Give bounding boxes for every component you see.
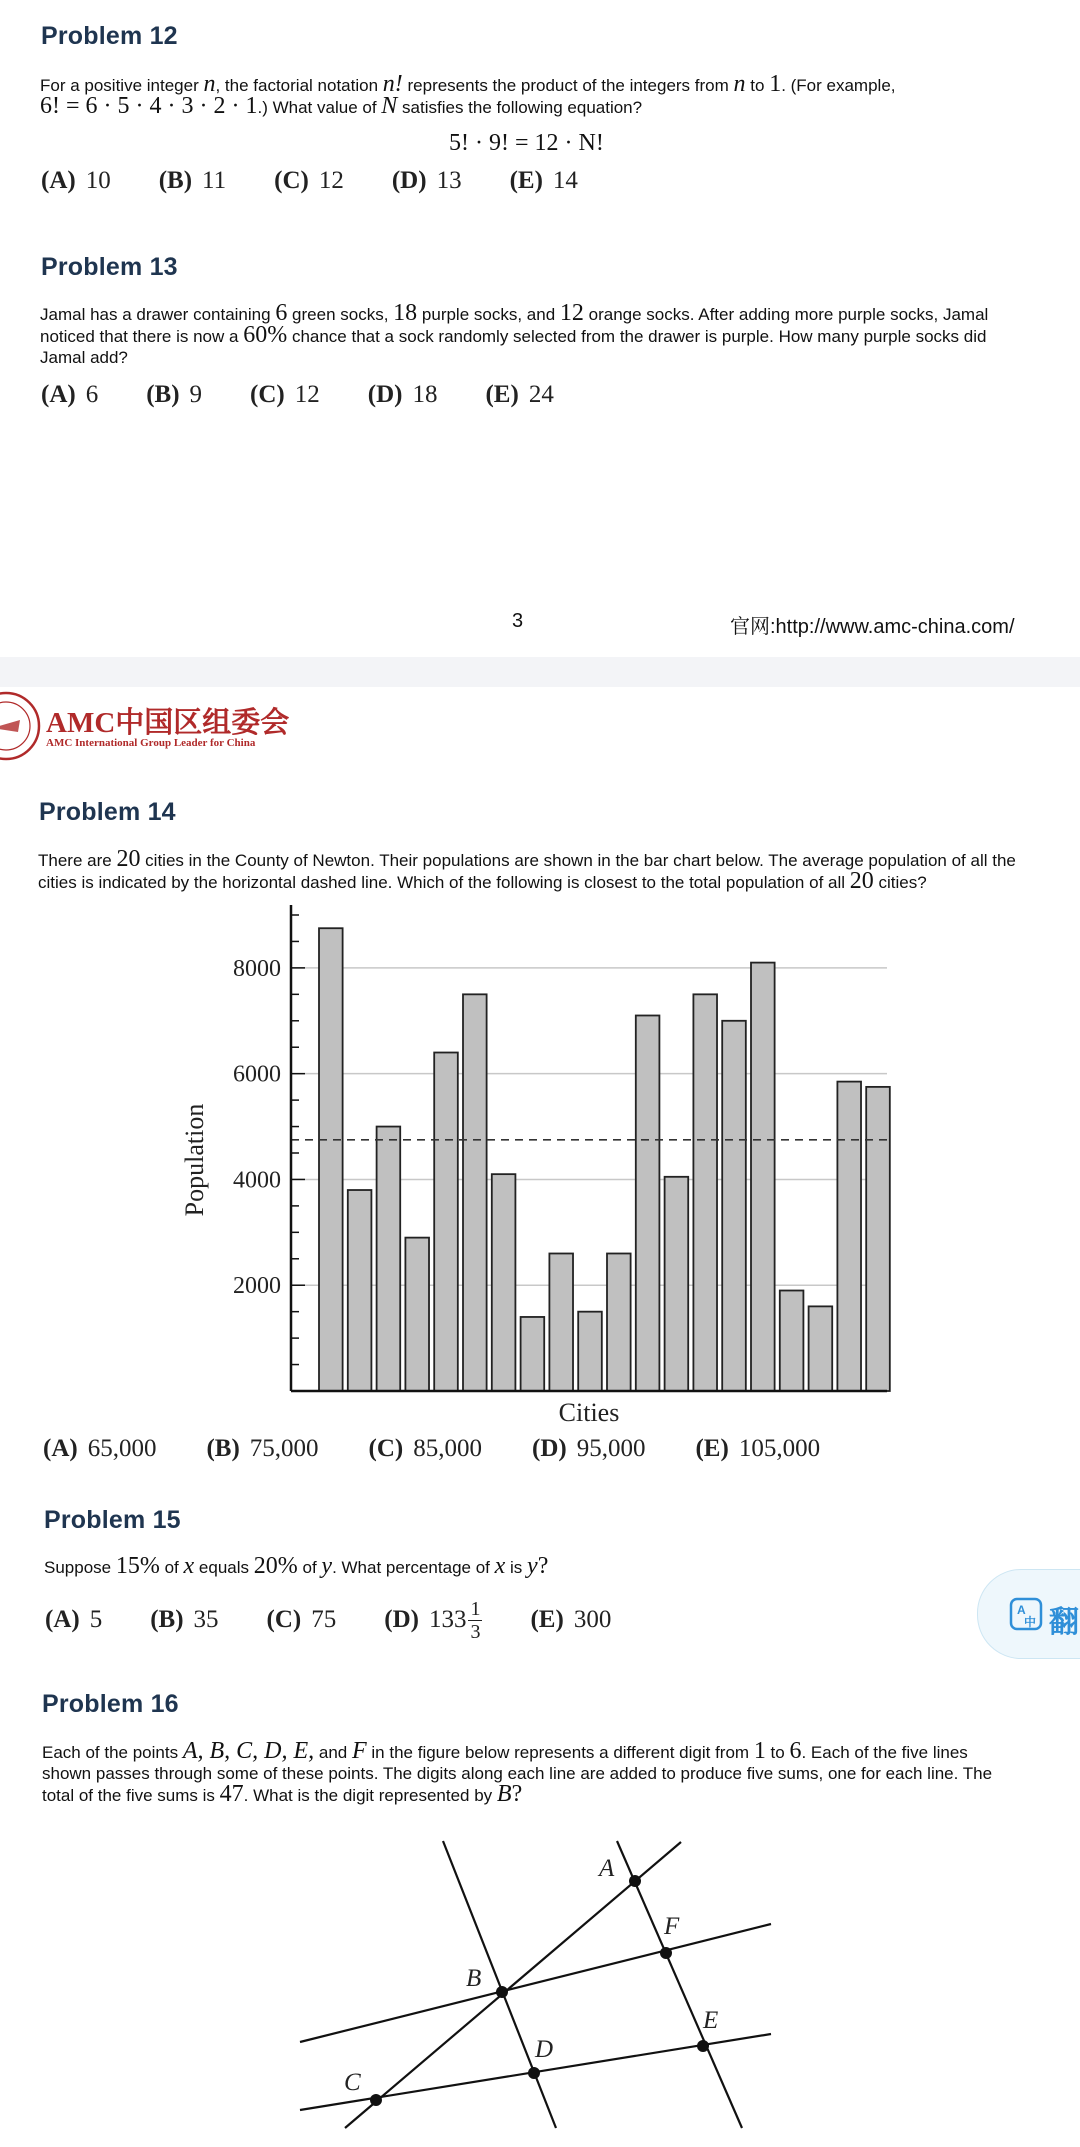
problem-15-text: Suppose 15% of x equals 20% of y. What percentage of x is y? <box>44 1553 549 1579</box>
point-a <box>629 1875 641 1887</box>
page-number: 3 <box>512 610 524 632</box>
x-axis-label: Cities <box>558 1398 620 1427</box>
choice-c[interactable]: (C) 12 <box>274 167 344 194</box>
bar-city-14 <box>693 994 717 1391</box>
bar-city-4 <box>405 1238 429 1391</box>
choice-a[interactable]: (A) 6 <box>41 381 99 408</box>
bar-city-7 <box>492 1174 516 1391</box>
problem-15-choices <box>45 1592 659 1648</box>
bar-city-1 <box>319 928 343 1391</box>
choice-c[interactable]: (C) 85,000 <box>368 1435 483 1462</box>
point-d <box>528 2067 540 2079</box>
bar-city-9 <box>549 1253 573 1391</box>
choice-a[interactable]: (A) 10 <box>41 167 111 194</box>
problem-13-text: Jamal has a drawer containing 6 green socks, 18 purple socks, and 12 orange socks. After adding more purple socks, Jamal noticed that there is now a 60% chance that a sock randomly selected from the drawer is purple. How many purple socks did Jamal add? <box>40 300 989 367</box>
problem-14-choices <box>43 1435 868 1463</box>
bar-city-12 <box>636 1015 660 1391</box>
bar-city-3 <box>377 1127 401 1391</box>
y-tick-label: 4000 <box>233 1167 281 1194</box>
point-e <box>697 2040 709 2052</box>
choice-e[interactable]: (E) 24 <box>485 381 554 408</box>
var-n: n <box>203 71 216 97</box>
choice-d[interactable]: (D) 95,000 <box>532 1435 646 1462</box>
bar-city-5 <box>434 1053 458 1391</box>
svg-text:A: A <box>1017 1603 1026 1617</box>
fraction-one-third: $\frac{1}{3}$ <box>470 1597 481 1643</box>
bar-city-19 <box>837 1082 861 1391</box>
bar-city-17 <box>780 1291 804 1391</box>
choice-e[interactable]: (E) 300 <box>530 1606 612 1633</box>
label-a: A <box>599 1855 615 1882</box>
logo-title: AMC中国区组委会 <box>46 707 290 739</box>
bar-city-10 <box>578 1312 602 1391</box>
factorial-example: 6! = 6 · 5 · 4 · 3 · 2 · 1 <box>40 93 258 119</box>
choice-d[interactable]: (D) 18 <box>367 381 438 408</box>
choice-b[interactable]: (B) 75,000 <box>206 1435 319 1462</box>
logo-subtitle: AMC International Group Leader for China <box>46 737 256 749</box>
y-tick-label: 8000 <box>233 955 281 982</box>
bar-city-11 <box>607 1253 631 1391</box>
label-b: B <box>466 1965 482 1992</box>
problem-14-title: Problem 14 <box>39 798 176 826</box>
bar-city-6 <box>463 994 487 1391</box>
problem-16-text: Each of the points A, B, C, D, E, and F in the figure below represents a different digit from 1 to 6. Each of the five lines shown passes through some of these points. The digits along each line are added to produce five sums, one for each line. The total of the five sums is 47. What is the digit represented by B? <box>42 1738 993 1807</box>
problem-12-title: Problem 12 <box>41 22 178 50</box>
problem-15-title: Problem 15 <box>44 1506 181 1534</box>
choice-b[interactable]: (B) 9 <box>146 381 203 408</box>
label-c: C <box>344 2069 361 2096</box>
choice-d[interactable]: (D) 133 $\frac{1}{3}$ <box>384 1597 481 1643</box>
translate-label: 翻 <box>1049 1605 1079 1640</box>
bar-city-18 <box>809 1306 833 1391</box>
problem-16-title: Problem 16 <box>42 1690 179 1718</box>
bar-city-8 <box>521 1317 545 1391</box>
label-e: E <box>703 2007 719 2034</box>
choice-c[interactable]: (C) 75 <box>266 1606 337 1633</box>
bar-city-2 <box>348 1190 372 1391</box>
y-tick-label: 2000 <box>233 1273 281 1300</box>
problem-14-text: There are 20 cities in the County of Newton. Their populations are shown in the bar chart below. The average population of all the cities is indicated by the horizontal dashed line. Which of the following is closest to the total population of all 20 cities? <box>38 846 1016 894</box>
bar-city-13 <box>665 1177 689 1391</box>
choice-a[interactable]: (A) 65,000 <box>43 1435 157 1462</box>
point-b <box>496 1986 508 1998</box>
points-lines-figure <box>0 1820 1080 2147</box>
bar-city-15 <box>722 1021 746 1391</box>
problem-13-title: Problem 13 <box>41 253 178 281</box>
translate-button[interactable] <box>977 1569 1080 1659</box>
problem-12-equation: 5! · 9! = 12 · N! <box>449 130 604 156</box>
label-f: F <box>664 1913 680 1940</box>
translate-icon <box>1009 1597 1043 1631</box>
problem-12-text: For a positive integer n, the factorial notation n! represents the product of the integers from n to 1. (For example, 6! = 6 · 5 · 4 · 3 · 2 · 1.) What value of N satisfies the following equation? <box>40 71 896 119</box>
choice-b[interactable]: (B) 11 <box>158 167 227 194</box>
choice-e[interactable]: (E) 105,000 <box>695 1435 821 1462</box>
y-axis-label: Population <box>180 1103 209 1217</box>
bar-city-20 <box>866 1087 890 1391</box>
choice-a[interactable]: (A) 5 <box>45 1606 103 1633</box>
point-c <box>370 2094 382 2106</box>
choice-c[interactable]: (C) 12 <box>250 381 320 408</box>
choice-e[interactable]: (E) 14 <box>509 167 578 194</box>
bar-city-16 <box>751 963 775 1391</box>
point-f <box>660 1947 672 1959</box>
website-link[interactable]: 官网:http://www.amc-china.com/ <box>730 616 1015 638</box>
choice-b[interactable]: (B) 35 <box>150 1606 219 1633</box>
label-d: D <box>535 2036 554 2063</box>
svg-text:中: 中 <box>1024 1615 1037 1629</box>
y-tick-label: 6000 <box>233 1061 281 1088</box>
line-b-f <box>300 1924 771 2042</box>
choice-d[interactable]: (D) 13 <box>391 167 462 194</box>
